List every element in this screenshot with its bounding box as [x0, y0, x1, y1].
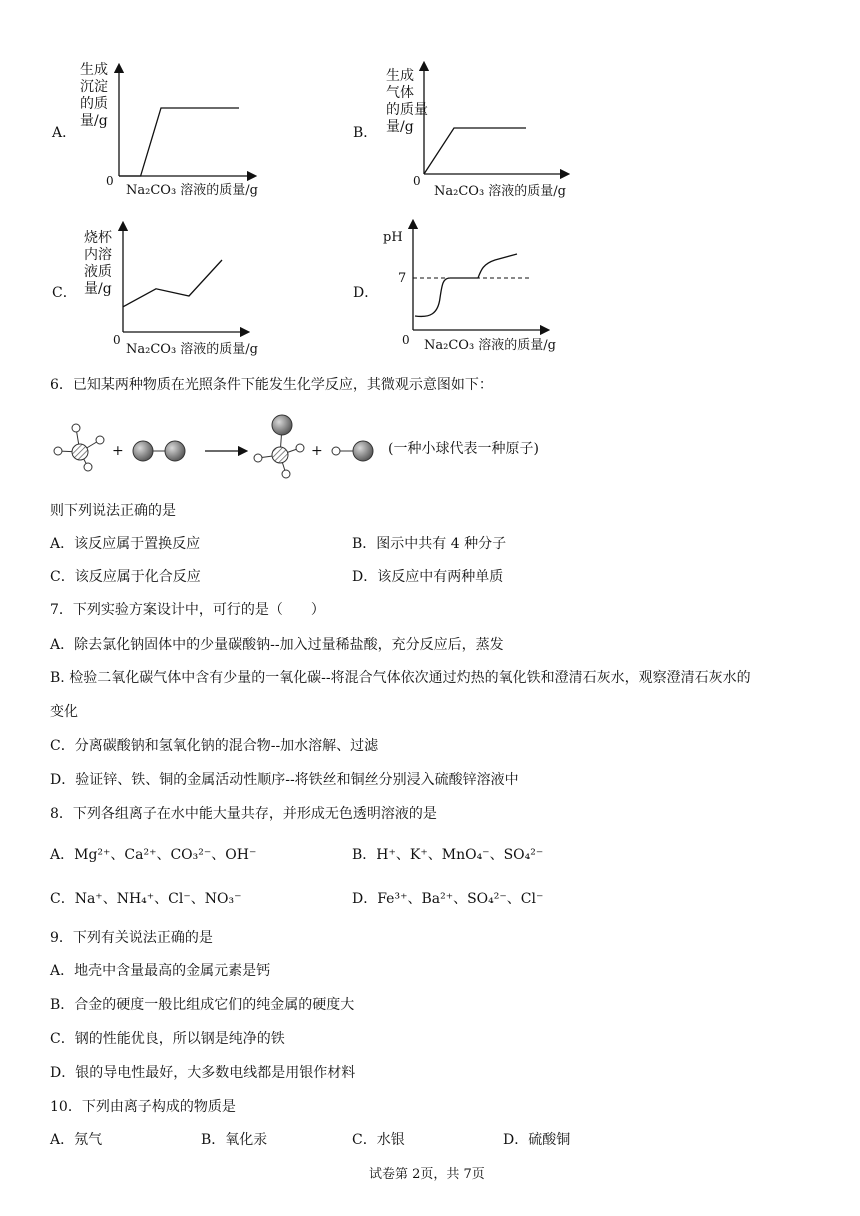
reactant-molecule-2 [133, 441, 185, 461]
graph-c [105, 218, 265, 348]
q10-option-b: B．氧化汞 [201, 1132, 268, 1148]
q8-option-d: D．Fe³⁺、Ba²⁺、SO₄²⁻、Cl⁻ [352, 891, 544, 907]
page-footer: 试卷第 2页，共 7页 [369, 1167, 485, 1182]
q6-option-c: C．该反应属于化合反应 [50, 569, 201, 585]
q7-option-a: A．除去氯化钠固体中的少量碳酸钠--加入过量稀盐酸，充分反应后，蒸发 [50, 637, 504, 653]
graph-c-ylabel: 烧杯 内溶 液质 量/g [84, 230, 112, 297]
q8-option-a: A．Mg²⁺、Ca²⁺、CO₃²⁻、OH⁻ [50, 847, 257, 863]
graph-a-ylabel: 生成 沉淀 的质 量/g [80, 62, 108, 129]
graph-a-curve [119, 108, 239, 176]
q9-stem: 9．下列有关说法正确的是 [50, 930, 213, 946]
reactant-molecule-1 [54, 424, 104, 471]
plus-sign-1: + [112, 443, 124, 459]
reaction-diagram [48, 410, 398, 490]
graph-b-origin: 0 [413, 174, 421, 188]
option-b-label: B． [353, 125, 378, 141]
q6-option-b: B．图示中共有 4 种分子 [352, 536, 507, 552]
q6-legend: (一种小球代表一种原子) [388, 441, 539, 457]
q6-stem: 6．已知某两种物质在光照条件下能发生化学反应，其微观示意图如下： [50, 377, 493, 393]
graph-d-ylabel: pH [383, 230, 403, 245]
graph-b-xlabel: Na₂CO₃ 溶液的质量/g [434, 184, 566, 199]
q8-stem: 8．下列各组离子在水中能大量共存，并形成无色透明溶液的是 [50, 806, 437, 822]
option-a-label: A． [52, 125, 77, 141]
q7-option-d: D．验证锌、铁、铜的金属活动性顺序--将铁丝和铜丝分别浸入硫酸锌溶液中 [50, 772, 519, 788]
q9-option-d: D．银的导电性最好，大多数电线都是用银作材料 [50, 1065, 356, 1081]
plus-sign-2: + [311, 443, 323, 459]
q7-option-c: C．分离碳酸钠和氢氧化钠的混合物--加水溶解、过滤 [50, 738, 379, 754]
q9-option-c: C．钢的性能优良，所以钢是纯净的铁 [50, 1031, 285, 1047]
graph-b-ylabel: 生成 气体 的质量 量/g [386, 68, 428, 135]
graph-c-curve [123, 260, 222, 307]
q10-stem: 10．下列由离子构成的物质是 [50, 1099, 236, 1115]
graph-a [100, 60, 300, 190]
graph-d [395, 218, 595, 348]
graph-c-xlabel: Na₂CO₃ 溶液的质量/g [126, 342, 258, 357]
q9-option-b: B．合金的硬度一般比组成它们的纯金属的硬度大 [50, 997, 355, 1013]
q6-option-a: A．该反应属于置换反应 [50, 536, 201, 552]
option-d-label: D． [353, 285, 379, 301]
product-molecule-2 [332, 441, 373, 461]
q10-option-a: A．氖气 [50, 1132, 103, 1148]
product-molecule-1 [254, 415, 304, 478]
q9-option-a: A．地壳中含量最高的金属元素是钙 [50, 963, 271, 979]
q7-option-b-line2: 变化 [50, 704, 78, 720]
option-c-label: C． [52, 285, 77, 301]
q7-stem: 7．下列实验方案设计中，可行的是（ ） [50, 602, 325, 618]
q6-question: 则下列说法正确的是 [50, 503, 176, 519]
graph-d-curve [415, 254, 517, 316]
graph-c-origin: 0 [113, 333, 121, 347]
q10-option-d: D．硫酸铜 [503, 1132, 571, 1148]
graph-d-tick-7: 7 [398, 271, 407, 286]
graph-a-origin: 0 [106, 174, 114, 188]
graph-b-curve [424, 128, 526, 174]
graph-d-xlabel: Na₂CO₃ 溶液的质量/g [424, 338, 556, 353]
graph-a-xlabel: Na₂CO₃ 溶液的质量/g [126, 183, 258, 198]
graph-b [405, 58, 605, 188]
q8-option-b: B．H⁺、K⁺、MnO₄⁻、SO₄²⁻ [352, 847, 544, 863]
q6-option-d: D．该反应中有两种单质 [352, 569, 504, 585]
q8-option-c: C．Na⁺、NH₄⁺、Cl⁻、NO₃⁻ [50, 891, 242, 907]
q10-option-c: C．水银 [352, 1132, 405, 1148]
graph-d-origin: 0 [402, 333, 410, 347]
q7-option-b-line1: B. 检验二氧化碳气体中含有少量的一氧化碳--将混合气体依次通过灼热的氧化铁和澄清石灰水，观察澄清石灰水的 [50, 670, 751, 686]
